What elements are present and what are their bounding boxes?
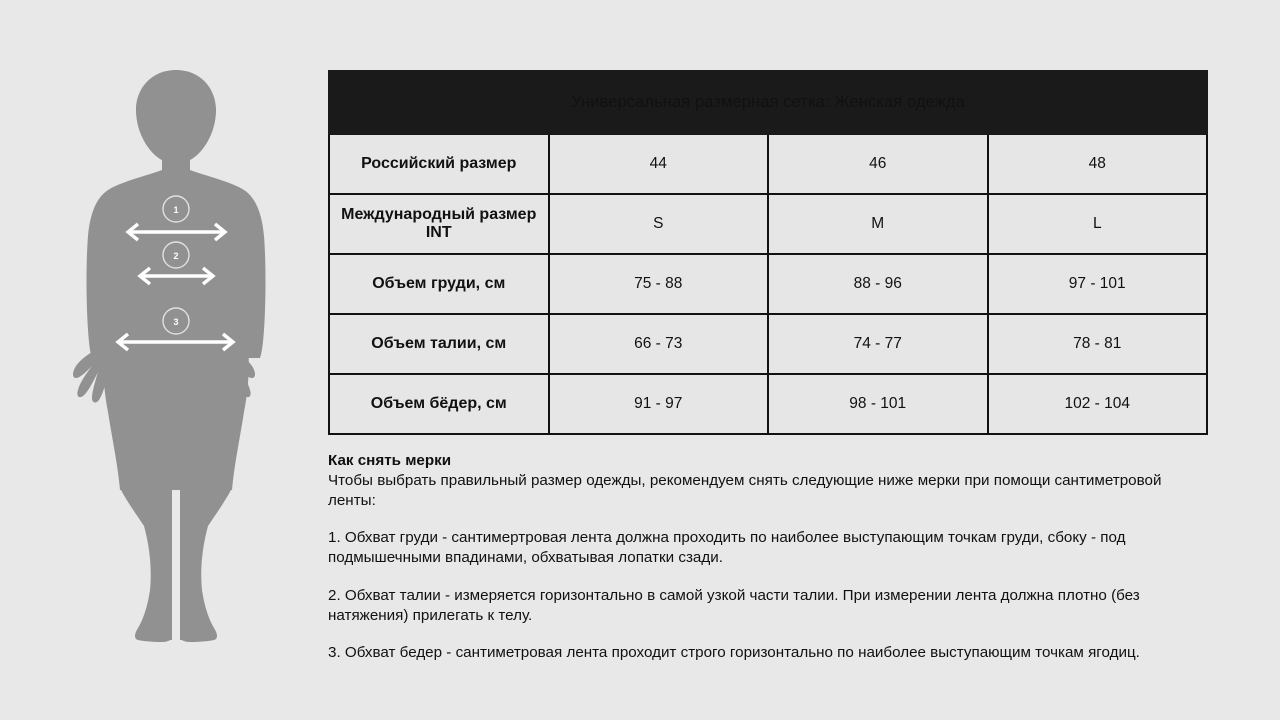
instructions-heading: Как снять мерки xyxy=(328,452,452,469)
marker-1-label: 1 xyxy=(173,205,179,215)
cell-value: 48 xyxy=(988,134,1208,194)
row-label-russian-size: Российский размер xyxy=(329,134,549,194)
marker-3-label: 3 xyxy=(173,317,179,327)
row-label-international-size: Международный размер INT xyxy=(329,194,549,254)
silhouette-body-shape xyxy=(73,70,266,642)
marker-2-label: 2 xyxy=(173,251,179,261)
cell-value: 88 - 96 xyxy=(768,254,988,314)
instruction-item-chest: 1. Обхват груди - сантимертровая лента должна проходить по наиболее выступающим точкам груди, сбоку - под подмышечными впадинами, обхватывая лопатки сзади. xyxy=(328,529,1126,566)
cell-value: 91 - 97 xyxy=(549,374,769,434)
table-row xyxy=(329,374,1207,434)
cell-value: 78 - 81 xyxy=(988,314,1208,374)
table-title-row xyxy=(329,71,1207,134)
instruction-item-waist: 2. Обхват талии - измеряется горизонтально в самой узкой части талии. При измерении лента должна плотно (без натяжения) прилегать к телу. xyxy=(328,586,1140,624)
cell-value: 75 - 88 xyxy=(549,254,769,314)
measurement-instructions xyxy=(328,451,1208,663)
instructions-intro: Чтобы выбрать правильный размер одежды, рекомендуем снять следующие ниже мерки при помощи сантиметровой ленты: xyxy=(328,471,1162,509)
cell-value: 44 xyxy=(549,134,769,194)
cell-value: 98 - 101 xyxy=(768,374,988,434)
body-measurement-illustration xyxy=(0,0,328,720)
cell-value: S xyxy=(549,194,769,254)
cell-value: 66 - 73 xyxy=(549,314,769,374)
cell-value: 102 - 104 xyxy=(988,374,1208,434)
female-silhouette-graphic xyxy=(0,0,328,720)
table-title: Универсальная размерная сетка: Женская одежда xyxy=(329,71,1207,134)
size-chart-content xyxy=(328,70,1208,663)
cell-value: M xyxy=(768,194,988,254)
row-label-waist: Объем талии, см xyxy=(329,314,549,374)
cell-value: 74 - 77 xyxy=(768,314,988,374)
cell-value: 97 - 101 xyxy=(988,254,1208,314)
table-row xyxy=(329,314,1207,374)
table-row xyxy=(329,134,1207,194)
cell-value: L xyxy=(988,194,1208,254)
instruction-item-hips: 3. Обхват бедер - сантиметровая лента проходит строго горизонтально по наиболее выступающим точкам ягодиц. xyxy=(328,644,1140,662)
row-label-chest: Объем груди, см xyxy=(329,254,549,314)
size-chart-table xyxy=(328,70,1208,435)
table-row xyxy=(329,254,1207,314)
cell-value: 46 xyxy=(768,134,988,194)
row-label-hips: Объем бёдер, см xyxy=(329,374,549,434)
table-row xyxy=(329,194,1207,254)
